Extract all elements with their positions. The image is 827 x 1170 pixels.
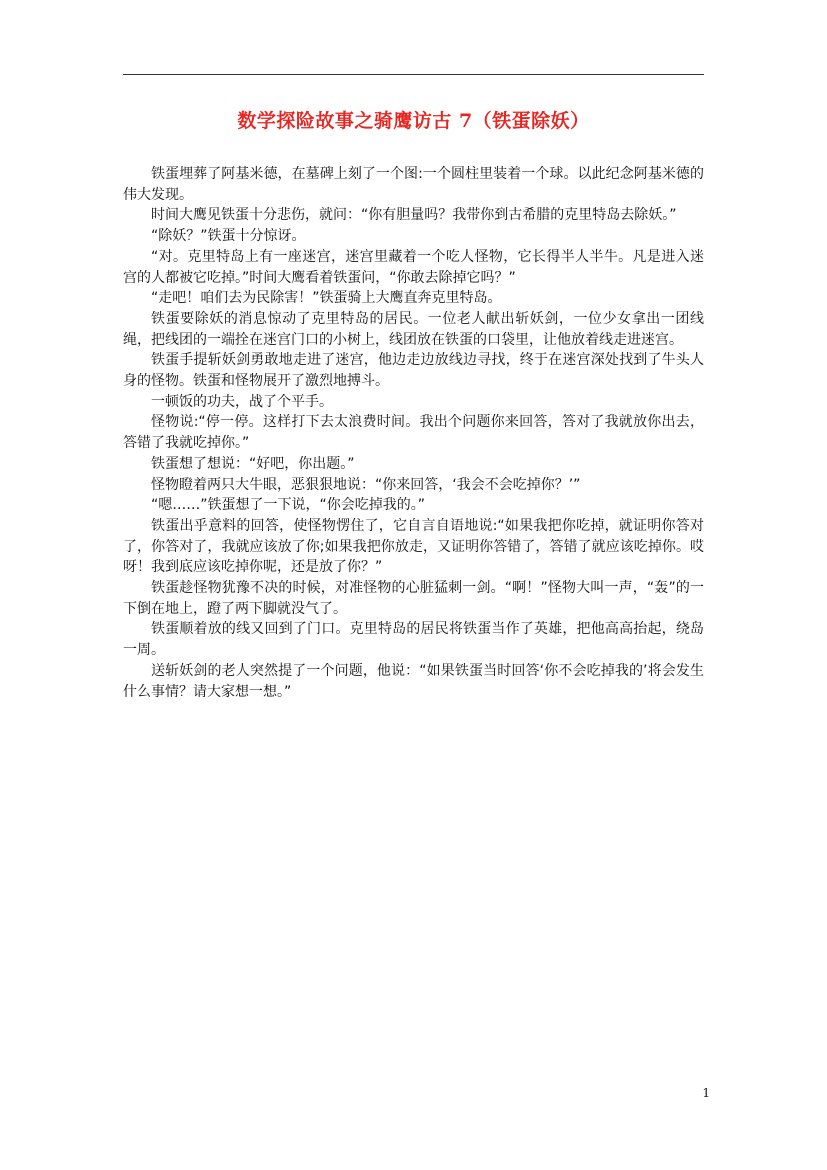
paragraph: 时间大鹰见铁蛋十分悲伤，就问：“你有胆量吗？我带你到古希腊的克里特岛去除妖。” [151, 207, 677, 224]
story-body [123, 164, 704, 702]
paragraph: 铁蛋顺着放的线又回到了门口。克里特岛的居民将铁蛋当作了英雄，把他高高抬起，绕岛一周。 [123, 621, 704, 659]
paragraph: 铁蛋想了想说：“好吧，你出题。” [151, 455, 355, 472]
paragraph: 铁蛋埋葬了阿基米德，在墓碑上刻了一个图:一个圆柱里装着一个球。以此纪念阿基米德的伟大发现。 [123, 166, 704, 203]
paragraph: 怪物说:“停一停。这样打下去太浪费时间。我出个问题你来回答，答对了我就放你出去，答错了我就吃掉你。” [123, 414, 704, 452]
document-title: 数学探险故事之骑鹰访古 7（铁蛋除妖） [237, 110, 590, 132]
paragraph: 铁蛋趁怪物犹豫不决的时候，对准怪物的心脏猛刺一剑。“啊！”怪物大叫一声，“轰”的一下倒在地上，蹬了两下脚就没气了。 [123, 580, 704, 617]
paragraph: 铁蛋出乎意料的回答，使怪物愣住了，它自言自语地说:“如果我把你吃掉，就证明你答对了，你答对了，我就应该放了你;如果我把你放走，又证明你答错了，答错了就应该吃掉你。哎呀！我到底应该吃掉你呢，还是放了你？” [123, 517, 704, 576]
paragraph: 铁蛋要除妖的消息惊动了克里特岛的居民。一位老人献出斩妖剑，一位少女拿出一团线绳，把线团的一端拴在迷宫门口的小树上，线团放在铁蛋的口袋里，让他放着线走进迷宫。 [123, 310, 704, 348]
paragraph: 一顿饭的功夫，战了个平手。 [151, 393, 333, 410]
header-rule [123, 74, 704, 75]
paragraph: 铁蛋手提斩妖剑勇敢地走进了迷宫，他边走边放线边寻找，终于在迷宫深处找到了牛头人身的怪物。铁蛋和怪物展开了激烈地搏斗。 [123, 352, 704, 390]
paragraph: “嗯……”铁蛋想了一下说，“你会吃掉我的。” [151, 497, 426, 514]
paragraph: “走吧！咱们去为民除害！”铁蛋骑上大鹰直奔克里特岛。 [151, 290, 502, 307]
page-number: 1 [702, 1086, 710, 1100]
paragraph: 送斩妖剑的老人突然提了一个问题，他说：“如果铁蛋当时回答‘你不会吃掉我的’将会发生什么事情？请大家想一想。” [123, 662, 704, 700]
paragraph: “除妖？”铁蛋十分惊讶。 [151, 228, 306, 245]
paragraph: “对。克里特岛上有一座迷宫，迷宫里藏着一个吃人怪物，它长得半人半牛。凡是进入迷宫的人都被它吃掉。”时间大鹰看着铁蛋问，“你敢去除掉它吗？” [123, 248, 704, 286]
paragraph: 怪物瞪着两只大牛眼，恶狠狠地说：“你来回答，‘我会不会吃掉你？’” [151, 476, 581, 493]
